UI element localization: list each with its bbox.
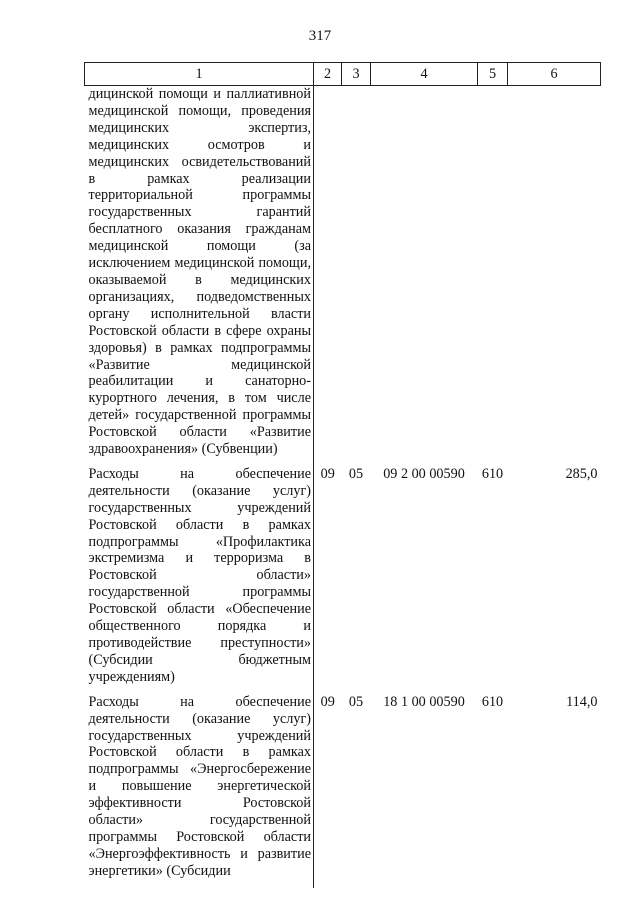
amount-value xyxy=(508,86,601,466)
page-number: 317 xyxy=(308,28,332,44)
subsection-code xyxy=(342,86,371,466)
expense-description xyxy=(85,466,314,694)
column-header-4: 4 xyxy=(371,63,478,86)
section-code: 09 xyxy=(320,465,335,482)
target-article-code: 09 2 00 00590 xyxy=(383,465,465,482)
expense-type-code: 610 xyxy=(481,693,504,710)
column-header-1: 1 xyxy=(85,63,314,86)
section-code: 09 xyxy=(320,693,335,710)
column-header-5: 5 xyxy=(478,63,508,86)
budget-table xyxy=(84,62,601,888)
column-header-6: 6 xyxy=(508,63,601,86)
expense-type-code: 610 xyxy=(481,465,504,482)
column-header-3: 3 xyxy=(342,63,371,86)
description-text: Расходы на обеспечение деятельности (оказание услуг) государственных учреждений Ростовской области в рамках подпрограммы «Профилактика экстремизма и терроризма в Ростовской области» государственной программы Ростовской области «Обеспечение общественного порядка и противодействие преступности» (Субсидии бюджетным учреждениям) xyxy=(88,465,311,685)
amount-value: 114,0 xyxy=(566,693,598,710)
section-code xyxy=(314,86,342,466)
table-header-row xyxy=(85,63,601,86)
description-text: Расходы на обеспечение деятельности (оказание услуг) государственных учреждений Ростовской области в рамках подпрограммы «Энергосбережение и повышение энергетической эффективности Ростовской области» государственной программы Ростовской области «Энергоэффективность и развитие энергетики» (Субсидии xyxy=(88,693,311,879)
expense-type-code xyxy=(478,86,508,466)
table-row xyxy=(85,86,601,466)
target-article-code: 18 1 00 00590 xyxy=(383,693,465,710)
amount-value: 285,0 xyxy=(565,465,598,482)
table-row xyxy=(85,466,601,694)
column-header-2: 2 xyxy=(314,63,342,86)
subsection-code: 05 xyxy=(348,693,364,710)
expense-description xyxy=(85,86,314,466)
description-text: дицинской помощи и паллиативной медицинской помощи, проведения медицинских экспертиз, медицинских осмотров и медицинских освидетельствований в рамках реализации территориальной программы государственных гарантий бесплатного оказания гражданам медицинской помощи (за исключением медицинской помощи, оказываемой в медицинских организациях, подведомственных органу исполнительной власти Ростовской области в сфере охраны здоровья) в рамках подпрограммы «Развитие медицинской реабилитации и санаторно-курортного лечения, в том числе детей» государственной программы Ростовской области «Развитие здравоохранения» (Субвенции) xyxy=(88,86,311,458)
target-article-code xyxy=(371,86,478,466)
expense-description xyxy=(85,694,314,888)
table-row xyxy=(85,694,601,888)
subsection-code: 05 xyxy=(348,465,364,482)
